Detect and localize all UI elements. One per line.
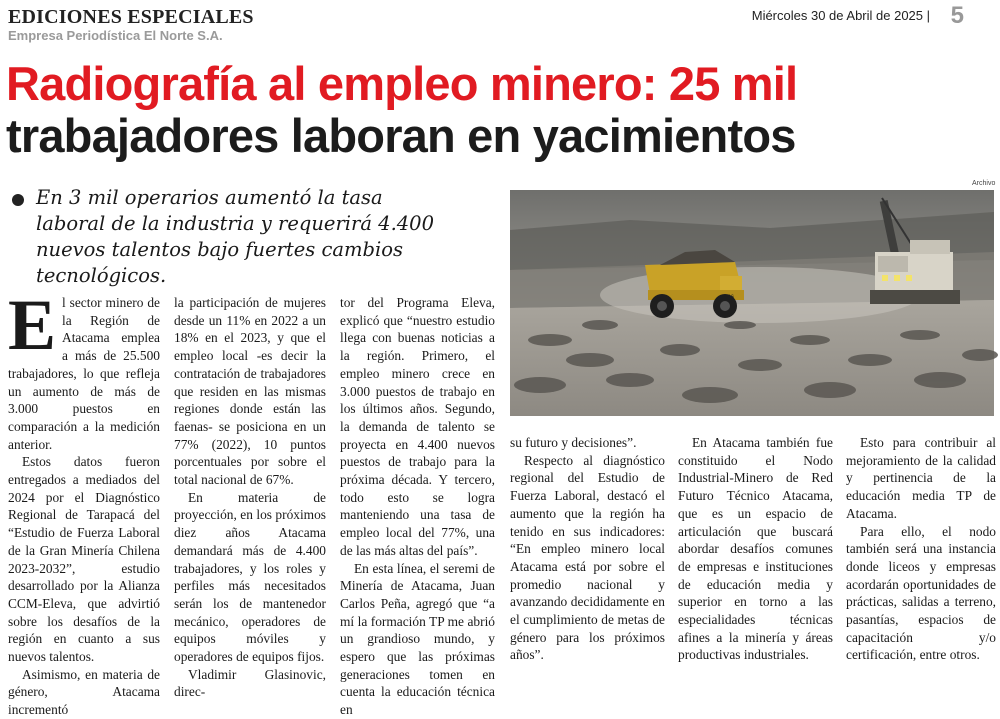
page-number: 5 (950, 2, 964, 29)
article-column-1 (8, 285, 160, 719)
article-column-6 (846, 434, 996, 664)
publisher-name: Empresa Periodística El Norte S.A. (8, 28, 223, 43)
drop-cap: E (8, 285, 57, 365)
article-column-3 (340, 294, 495, 719)
headline-line-1: Radiografía al empleo minero: 25 mil (6, 57, 798, 110)
col4-paragraph-2: Respecto al diagnóstico regional del Estudio de Fuerza Laboral, destacó el aumento que la región ha tenido en sus indicadores: “En empleo minero local Atacama está por sobre el promedio nacional y avanzando decididamente en el cumplimiento de metas de género para los próximos años”. (510, 452, 665, 663)
col1-paragraph-3: Asimismo, en materia de género, Atacama incrementó (8, 666, 160, 718)
col2-paragraph-1: la participación de mujeres desde un 11% en 2022 a un 18% en el 2023, y que el empleo local -es decir la contratación de trabajadores que residen en las mismas regiones donde están las faenas- se posiciona en un 77% (2022), 10 puntos porcentuales por sobre el total nacional de 67%. (174, 295, 326, 488)
col6-paragraph-2: Para ello, el nodo también será una instancia donde liceos y empresas acordarán oportunidades de prácticas, salidas a terreno, pasantías, espacios de capacitación y/o certificación, entre otros. (846, 523, 996, 663)
article-column-2 (174, 294, 326, 701)
issue-date: Miércoles 30 de Abril de 2025 | (751, 8, 930, 23)
col4-paragraph-1: su futuro y decisiones”. (510, 435, 637, 450)
article-column-4 (510, 434, 665, 664)
summary-block (12, 185, 452, 289)
col2-paragraph-3: Vladimir Glasinovic, direc- (174, 666, 326, 700)
photo-credit: Archivo (972, 180, 996, 187)
col5-paragraph-1: En Atacama también fue constituido el Nodo Industrial-Minero de Red Futuro Técnico Atacama, que es un espacio de articulación que buscará abordar desafíos comunes de empresas e instituciones de educación media y superior en torno a las especialidades técnicas afines a la minería y áreas productivas industriales. (678, 435, 833, 663)
col3-paragraph-2: En esta línea, el seremi de Minería de Atacama, Juan Carlos Peña, agregó que “a mí la formación TP me abrió un grandioso mundo, y espero que las próximas generaciones tomen en cuenta la educación técnica en (340, 560, 495, 718)
col1-paragraph-1: l sector minero de la Región de Atacama emplea a más de 25.500 trabajadores, lo que refleja un aumento de más de 3.000 puestos en comparación a la medición anterior. (8, 295, 160, 452)
bullet-icon (12, 194, 24, 206)
article-photo (510, 190, 994, 416)
summary-text: En 3 mil operarios aumentó la tasa laboral de la industria y requerirá 4.400 nuevos talentos bajo fuertes cambios tecnológicos. (36, 186, 434, 287)
headline-line-2: trabajadores laboran en yacimientos (6, 109, 796, 162)
col1-paragraph-2: Estos datos fueron entregados a mediados del 2024 por el Diagnóstico Regional de Tarapacá del “Estudio de Fuerza Laboral de la Gran Minería Chilena 2023-2032”, estudio desarrollado por la Alianza CCM-Eleva, que advirtió sobre los desafíos de la región en cuanto a sus nuevos talentos. (8, 454, 160, 665)
col3-paragraph-1: tor del Programa Eleva, explicó que “nuestro estudio llega con buenas noticias a la región. Primero, el empleo minero crece en 3.000 puestos de trabajo en los últimos años. Segundo, la demanda de talento se proyecta en 4.400 nuevos puestos de trabajo para la próxima década. Y tercero, todo esto se logra manteniendo una tasa de empleo local del 77%, una de las más altas del país”. (340, 295, 495, 558)
col6-paragraph-1: Esto para contribuir al mejoramiento de la calidad y pertinencia de la educación media TP de Atacama. (846, 435, 996, 521)
mining-photo-illustration (510, 190, 994, 416)
headline (6, 58, 996, 162)
col2-paragraph-2: En materia de proyección, en los próximos diez años Atacama demandará más de 4.400 trabajadores, y los roles y perfiles más necesitados serán los de mantenedor mecánico, operadores de equipos móviles y operadores de equipos fijos. (174, 489, 326, 665)
masthead (8, 6, 254, 43)
section-title: EDICIONES ESPECIALES (8, 6, 254, 28)
article-column-5 (678, 434, 833, 664)
